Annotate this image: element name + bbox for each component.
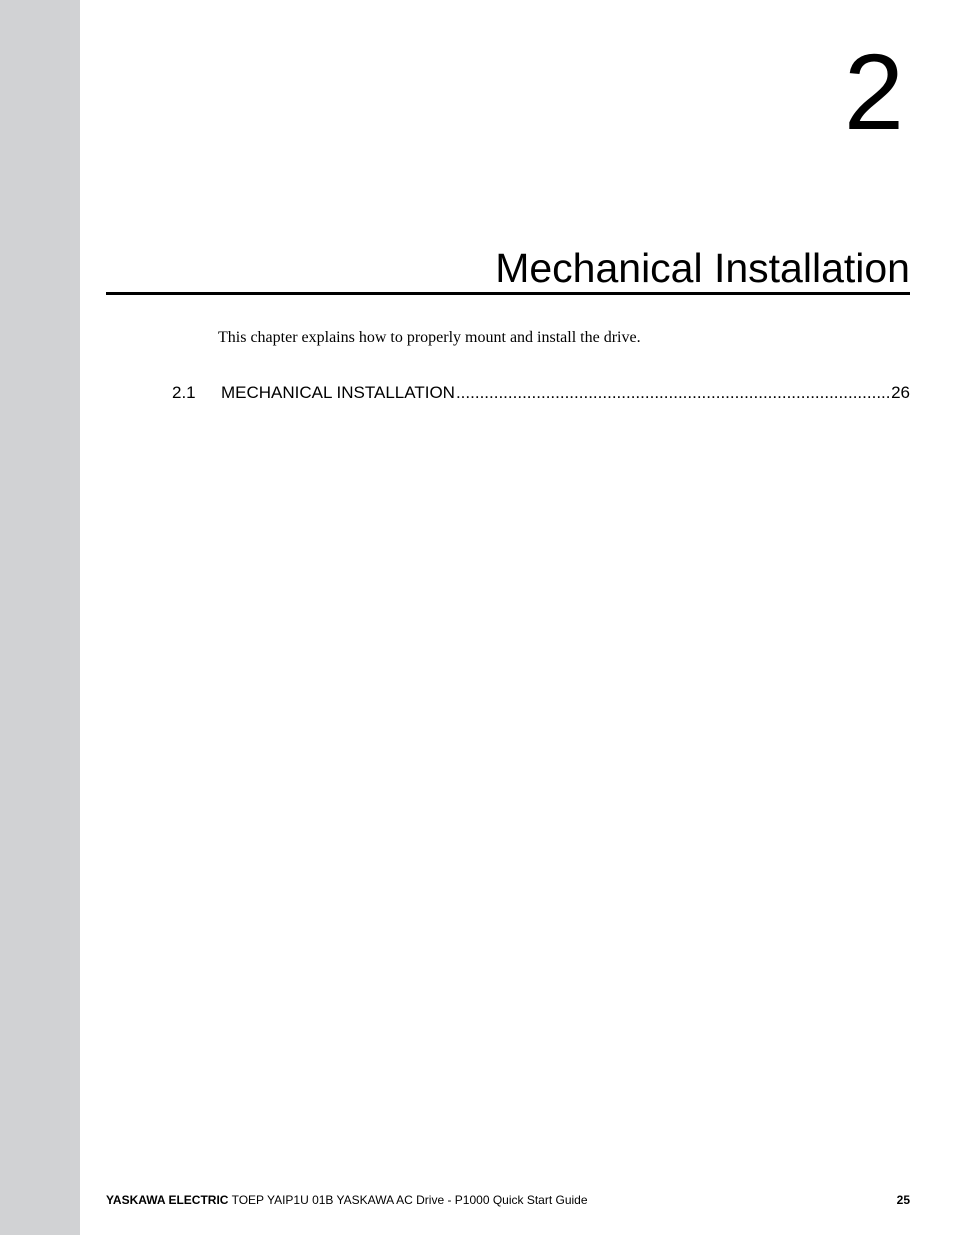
- chapter-intro: This chapter explains how to properly mount and install the drive.: [218, 329, 641, 346]
- page-footer: [106, 1193, 910, 1207]
- side-margin-bar: [0, 0, 80, 1235]
- title-rule: [106, 292, 910, 295]
- chapter-title: Mechanical Installation: [495, 245, 910, 291]
- toc-dot-leader: [456, 383, 890, 403]
- chapter-number: 2: [843, 31, 904, 152]
- footer-doc-title: TOEP YAIP1U 01B YASKAWA AC Drive - P1000 Quick Start Guide: [231, 1193, 588, 1207]
- footer-brand: YASKAWA ELECTRIC: [106, 1193, 229, 1207]
- toc-entry-title: MECHANICAL INSTALLATION: [221, 383, 455, 402]
- toc-entry-2-1[interactable]: [172, 383, 910, 403]
- footer-page-number: 25: [896, 1193, 910, 1207]
- toc-entry-page: 26: [891, 383, 910, 402]
- toc-entry-number: 2.1: [172, 383, 196, 402]
- footer-document-info: [106, 1193, 588, 1207]
